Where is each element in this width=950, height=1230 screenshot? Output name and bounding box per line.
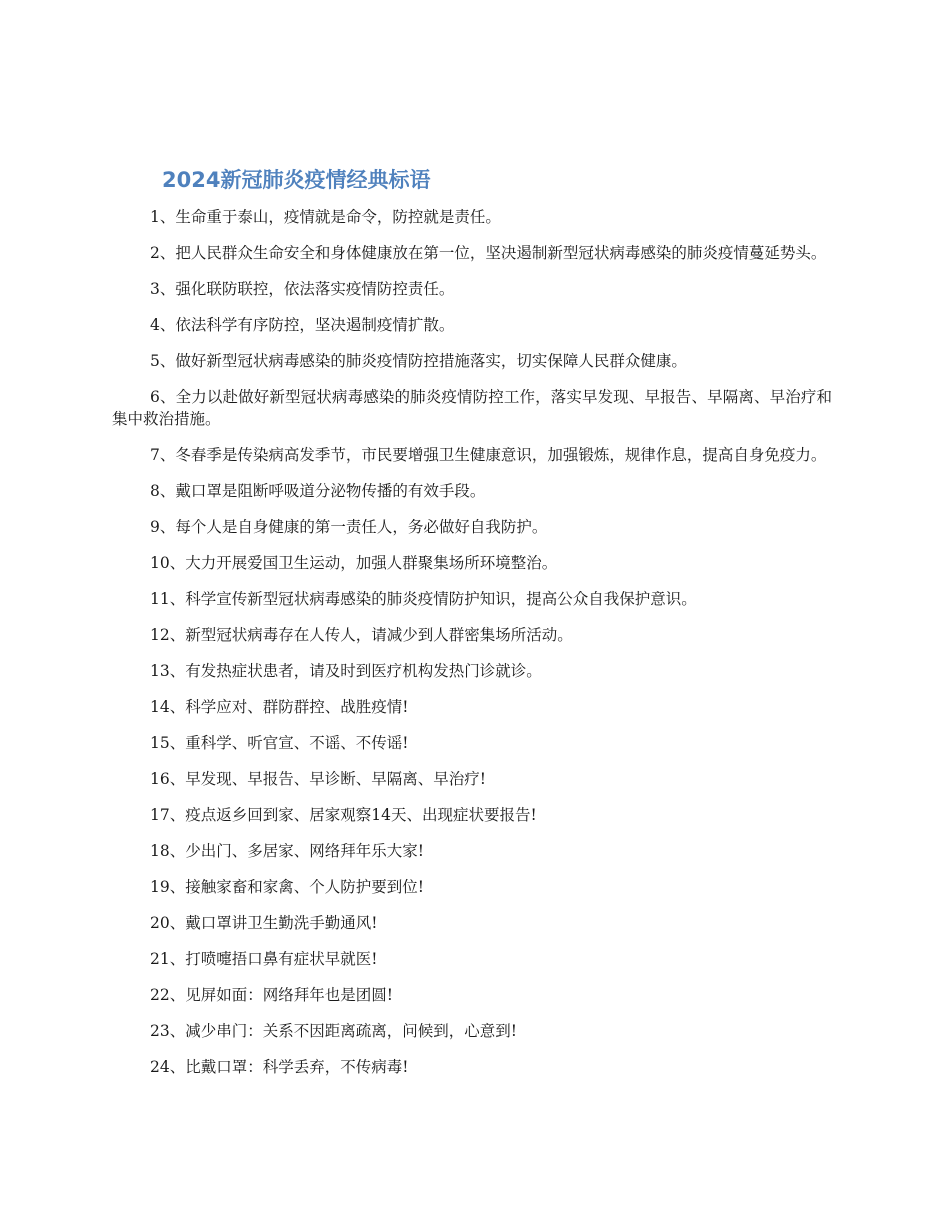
list-item: 5、做好新型冠状病毒感染的肺炎疫情防控措施落实，切实保障人民群众健康。 <box>150 352 687 370</box>
list-item: 10、大力开展爱国卫生运动，加强人群聚集场所环境整治。 <box>150 554 558 572</box>
list-item: 8、戴口罩是阻断呼吸道分泌物传播的有效手段。 <box>150 482 486 500</box>
list-item: 18、少出门、多居家、网络拜年乐大家! <box>150 842 424 860</box>
list-item: 6、全力以赴做好新型冠状病毒感染的肺炎疫情防控工作，落实早发现、早报告、早隔离、早治疗和集中救治措施。 <box>112 388 832 428</box>
list-item: 12、新型冠状病毒存在人传人，请减少到人群密集场所活动。 <box>150 626 573 644</box>
list-item: 17、疫点返乡回到家、居家观察14天、出现症状要报告! <box>150 806 537 824</box>
list-item: 24、比戴口罩：科学丢弃，不传病毒! <box>150 1058 409 1076</box>
list-item: 4、依法科学有序防控，坚决遏制疫情扩散。 <box>150 316 455 334</box>
list-item: 2、把人民群众生命安全和身体健康放在第一位，坚决遏制新型冠状病毒感染的肺炎疫情蔓延势头。 <box>150 244 827 262</box>
document-title: 2024新冠肺炎疫情经典标语 <box>162 168 431 192</box>
list-item: 7、冬春季是传染病高发季节，市民要增强卫生健康意识，加强锻炼，规律作息，提高自身免疫力。 <box>150 446 827 464</box>
list-item: 11、科学宣传新型冠状病毒感染的肺炎疫情防护知识，提高公众自我保护意识。 <box>150 590 697 608</box>
list-item: 19、接触家畜和家禽、个人防护要到位! <box>150 878 424 896</box>
list-item: 23、减少串门：关系不因距离疏离，问候到，心意到! <box>150 1022 517 1040</box>
list-item: 13、有发热症状患者，请及时到医疗机构发热门诊就诊。 <box>150 662 542 680</box>
list-item: 14、科学应对、群防群控、战胜疫情! <box>150 698 409 716</box>
list-item: 1、生命重于泰山，疫情就是命令，防控就是责任。 <box>150 208 501 226</box>
list-item: 22、见屏如面：网络拜年也是团圆! <box>150 986 393 1004</box>
list-item: 3、强化联防联控，依法落实疫情防控责任。 <box>150 280 455 298</box>
slogan-list <box>112 206 832 1092</box>
list-item: 9、每个人是自身健康的第一责任人，务必做好自我防护。 <box>150 518 548 536</box>
list-item: 20、戴口罩讲卫生勤洗手勤通风! <box>150 914 378 932</box>
list-item: 21、打喷嚏捂口鼻有症状早就医! <box>150 950 378 968</box>
list-item: 15、重科学、听官宣、不谣、不传谣! <box>150 734 409 752</box>
list-item: 16、早发现、早报告、早诊断、早隔离、早治疗! <box>150 770 486 788</box>
